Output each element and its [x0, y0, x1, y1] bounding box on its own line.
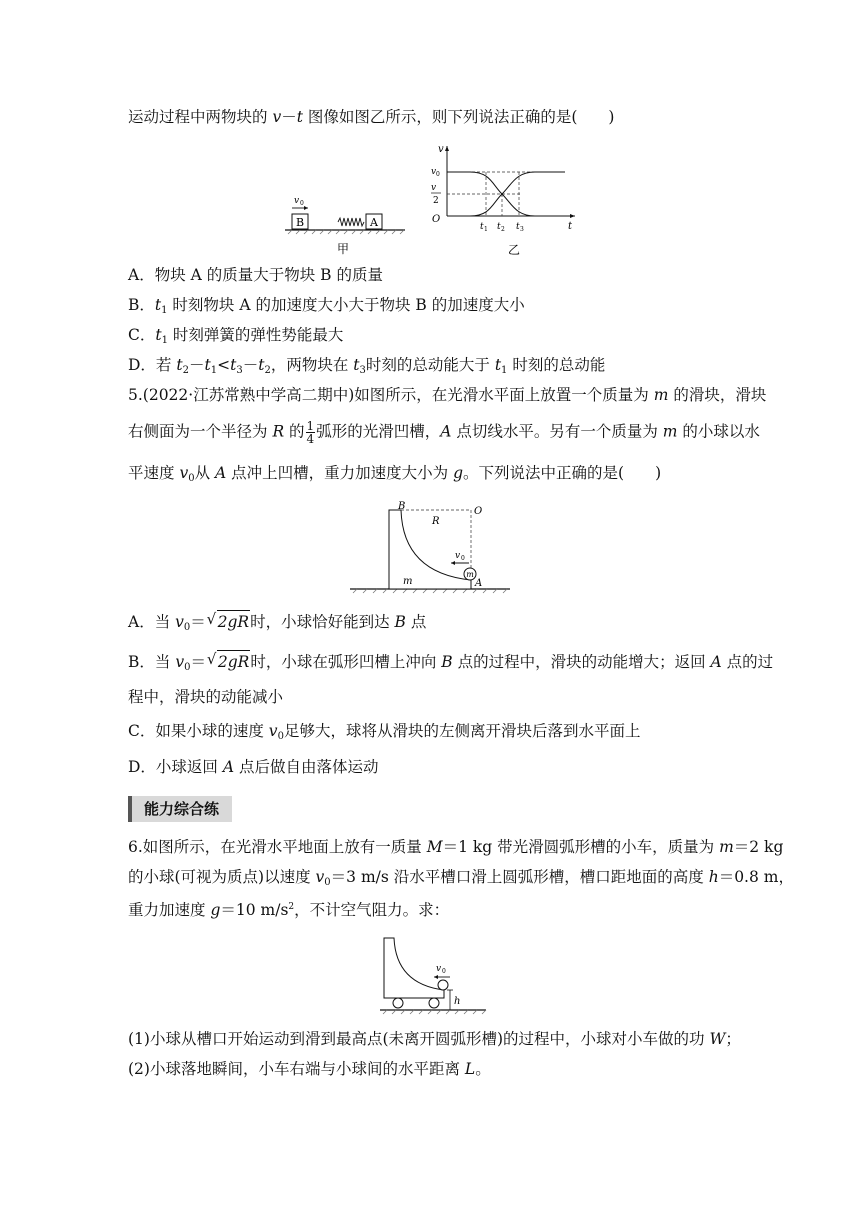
- svg-text:v: v: [431, 167, 437, 177]
- svg-text:v: v: [294, 196, 300, 206]
- svg-text:v: v: [436, 964, 442, 974]
- q6-stem-line1: 6.如图所示，在光滑水平地面上放有一质量 M＝1 kg 带光滑圆弧形槽的小车，质量为 m＝2 kg: [128, 838, 784, 856]
- svg-text:0: 0: [461, 555, 465, 562]
- cart-body: [384, 938, 444, 998]
- figure-jia: [280, 190, 410, 260]
- svg-text:B: B: [295, 216, 305, 229]
- svg-text:A: A: [475, 578, 483, 589]
- q5-stem-line2: 右侧面为一个半径为 R 的 $\frac{1}{4}$ 弧形的光滑凹槽，A 点切线水平。另有一个质量为 m 的小球以水: [128, 419, 760, 446]
- q5-option-c: C．如果小球的速度 $v_0$足够大，球将从滑块的左侧离开滑块后落到水平面上: [128, 722, 641, 742]
- svg-text:0: 0: [442, 968, 446, 975]
- figure-q6: [378, 930, 488, 1020]
- svg-text:m: m: [466, 570, 474, 579]
- svg-text:3: 3: [520, 226, 524, 233]
- q6-stem-line2: 的小球(可视为质点)以速度 $v_0=3$ m/s 沿水平槽口滑上圆弧形槽，槽口距地面的高度 h＝0.8 m，: [128, 868, 794, 888]
- q5-option-d: D．小球返回 A 点后做自由落体运动: [128, 758, 379, 776]
- svg-text:R: R: [432, 516, 440, 527]
- svg-text:v: v: [455, 551, 461, 561]
- figure-yi: [420, 142, 580, 262]
- svg-text:1: 1: [484, 226, 488, 233]
- svg-text:B: B: [398, 501, 406, 512]
- q6-stem-line3: 重力加速度 g＝10 $m/s^2$，不计空气阻力。求：: [128, 901, 450, 919]
- svg-text:t: t: [480, 222, 484, 232]
- q5-stem-line3: 平速度 $v_0$从 A 点冲上凹槽，重力加速度大小为 g。下列说法中正确的是( ): [128, 464, 662, 484]
- q4-option-d: D．若 $t_2-t_1<t_3-t_2$，两物块在 $t_3$时刻的总动能大于 $t_1$ 时刻的总动能: [128, 356, 606, 376]
- q4-option-b: B．$t_1$ 时刻物块 A 的加速度大小大于物块 B 的加速度大小: [128, 296, 525, 316]
- spring: [338, 218, 364, 226]
- fraction-quarter: $\frac{1}{4}$: [306, 419, 315, 446]
- q6-part-2: (2)小球落地瞬间，小车右端与小球间的水平距离 L。: [128, 1060, 491, 1078]
- q6-part-1: (1)小球从槽口开始运动到滑到最高点(未离开圆弧形槽)的过程中，小球对小车做的功 W；: [128, 1030, 741, 1048]
- q4-stem: 运动过程中两物块的 v－t 图像如图乙所示，则下列说法正确的是( ): [128, 108, 615, 126]
- section-header: 能力综合练: [128, 796, 232, 822]
- slider-block: [389, 510, 471, 589]
- wheel-left: [393, 998, 403, 1008]
- svg-text:0: 0: [436, 171, 440, 178]
- svg-text:m: m: [403, 576, 413, 587]
- svg-text:t: t: [516, 222, 520, 232]
- svg-text:t: t: [497, 222, 501, 232]
- svg-text:O: O: [474, 506, 483, 517]
- q5-stem-line1: 5.(2022·江苏常熟中学高二期中)如图所示，在光滑水平面上放置一个质量为 m 的滑块，滑块: [128, 386, 767, 404]
- svg-text:2: 2: [501, 226, 505, 233]
- svg-text:v: v: [438, 144, 444, 155]
- q5-option-a: A．当 $v_0=$ √ 2gR时，小球恰好能到达 B 点: [128, 610, 426, 639]
- ball: [438, 980, 448, 990]
- svg-text:v: v: [431, 183, 437, 193]
- q4-option-a: A．物块 A 的质量大于物块 B 的质量: [128, 266, 383, 284]
- svg-text:A: A: [370, 216, 378, 229]
- q5-option-b: B．当 $v_0=$ √ 2gR时，小球在弧形凹槽上冲向 B 点的过程中，滑块的动能增大；返回 A 点的过: [128, 650, 773, 679]
- svg-text:O: O: [432, 214, 441, 225]
- caption-jia: 甲: [336, 242, 350, 256]
- svg-text:t: t: [568, 221, 573, 232]
- q5-option-b-cont: 程中，滑块的动能减小: [128, 688, 284, 706]
- svg-text:h: h: [454, 996, 461, 1007]
- svg-text:2: 2: [433, 196, 439, 206]
- wheel-right: [429, 998, 439, 1008]
- svg-text:0: 0: [300, 200, 304, 207]
- q4-option-c: C．$t_1$ 时刻弹簧的弹性势能最大: [128, 326, 344, 346]
- caption-yi: 乙: [507, 243, 521, 257]
- figure-q5: [345, 500, 515, 600]
